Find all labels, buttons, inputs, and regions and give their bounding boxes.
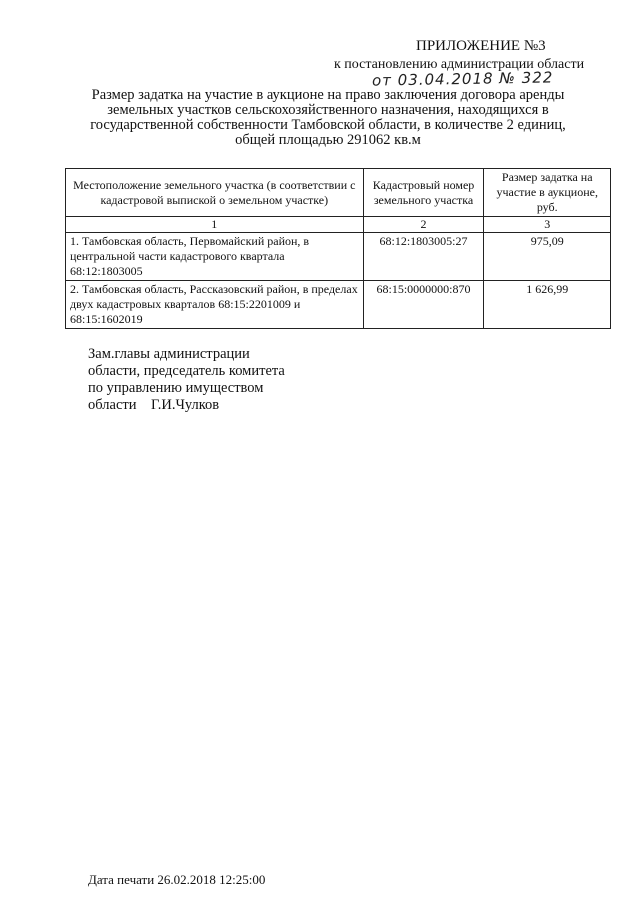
column-number: 2 [363,217,484,233]
location-cell: 2. Тамбовская область, Рассказовский район, в пределах двух кадастровых кварталов 68:15:2201009 и 68:15:1602019 [66,281,364,329]
cadastral-cell: 68:12:1803005:27 [363,233,484,281]
signature-block [88,346,285,414]
header-location: Местоположение земельного участка (в соответствии с кадастровой выпиской о земельном участке) [66,169,364,217]
heading-line: земельных участков сельскохозяйственного назначения, находящихся в [107,102,549,118]
table-header-row [66,169,611,217]
column-number: 3 [484,217,611,233]
heading-line: Размер задатка на участие в аукционе на право заключения договора аренды [91,87,565,103]
signature-line: области, председатель комитета [88,363,285,379]
heading-line: государственной собственности Тамбовской области, в количестве 2 единиц, [90,117,566,133]
signature-line: Зам.главы администрации [88,346,250,362]
print-date: Дата печати 26.02.2018 12:25:00 [88,872,266,887]
heading-line: общей площадью 291062 кв.м [235,132,421,148]
land-plots-table [65,168,611,329]
header-cadastral: Кадастровый номер земельного участка [363,169,484,217]
column-number: 1 [66,217,364,233]
annex-title: ПРИЛОЖЕНИЕ №3 [416,38,546,54]
signature-line: области Г.И.Чулков [88,397,220,413]
document-heading [78,88,578,148]
handwritten-date: от 03.04.2018 № 322 [371,68,554,90]
header-deposit: Размер задатка на участие в аукционе, руб. [484,169,611,217]
signature-line: по управлению имуществом [88,380,264,396]
cadastral-cell: 68:15:0000000:870 [363,281,484,329]
table-row [66,233,611,281]
location-cell: 1. Тамбовская область, Первомайский район, в центральной части кадастрового квартала 68:12:1803005 [66,233,364,281]
annex-subtitle: к постановлению администрации области [334,57,585,72]
deposit-cell: 975,09 [484,233,611,281]
deposit-cell: 1 626,99 [484,281,611,329]
table-row [66,281,611,329]
column-number-row [66,217,611,233]
